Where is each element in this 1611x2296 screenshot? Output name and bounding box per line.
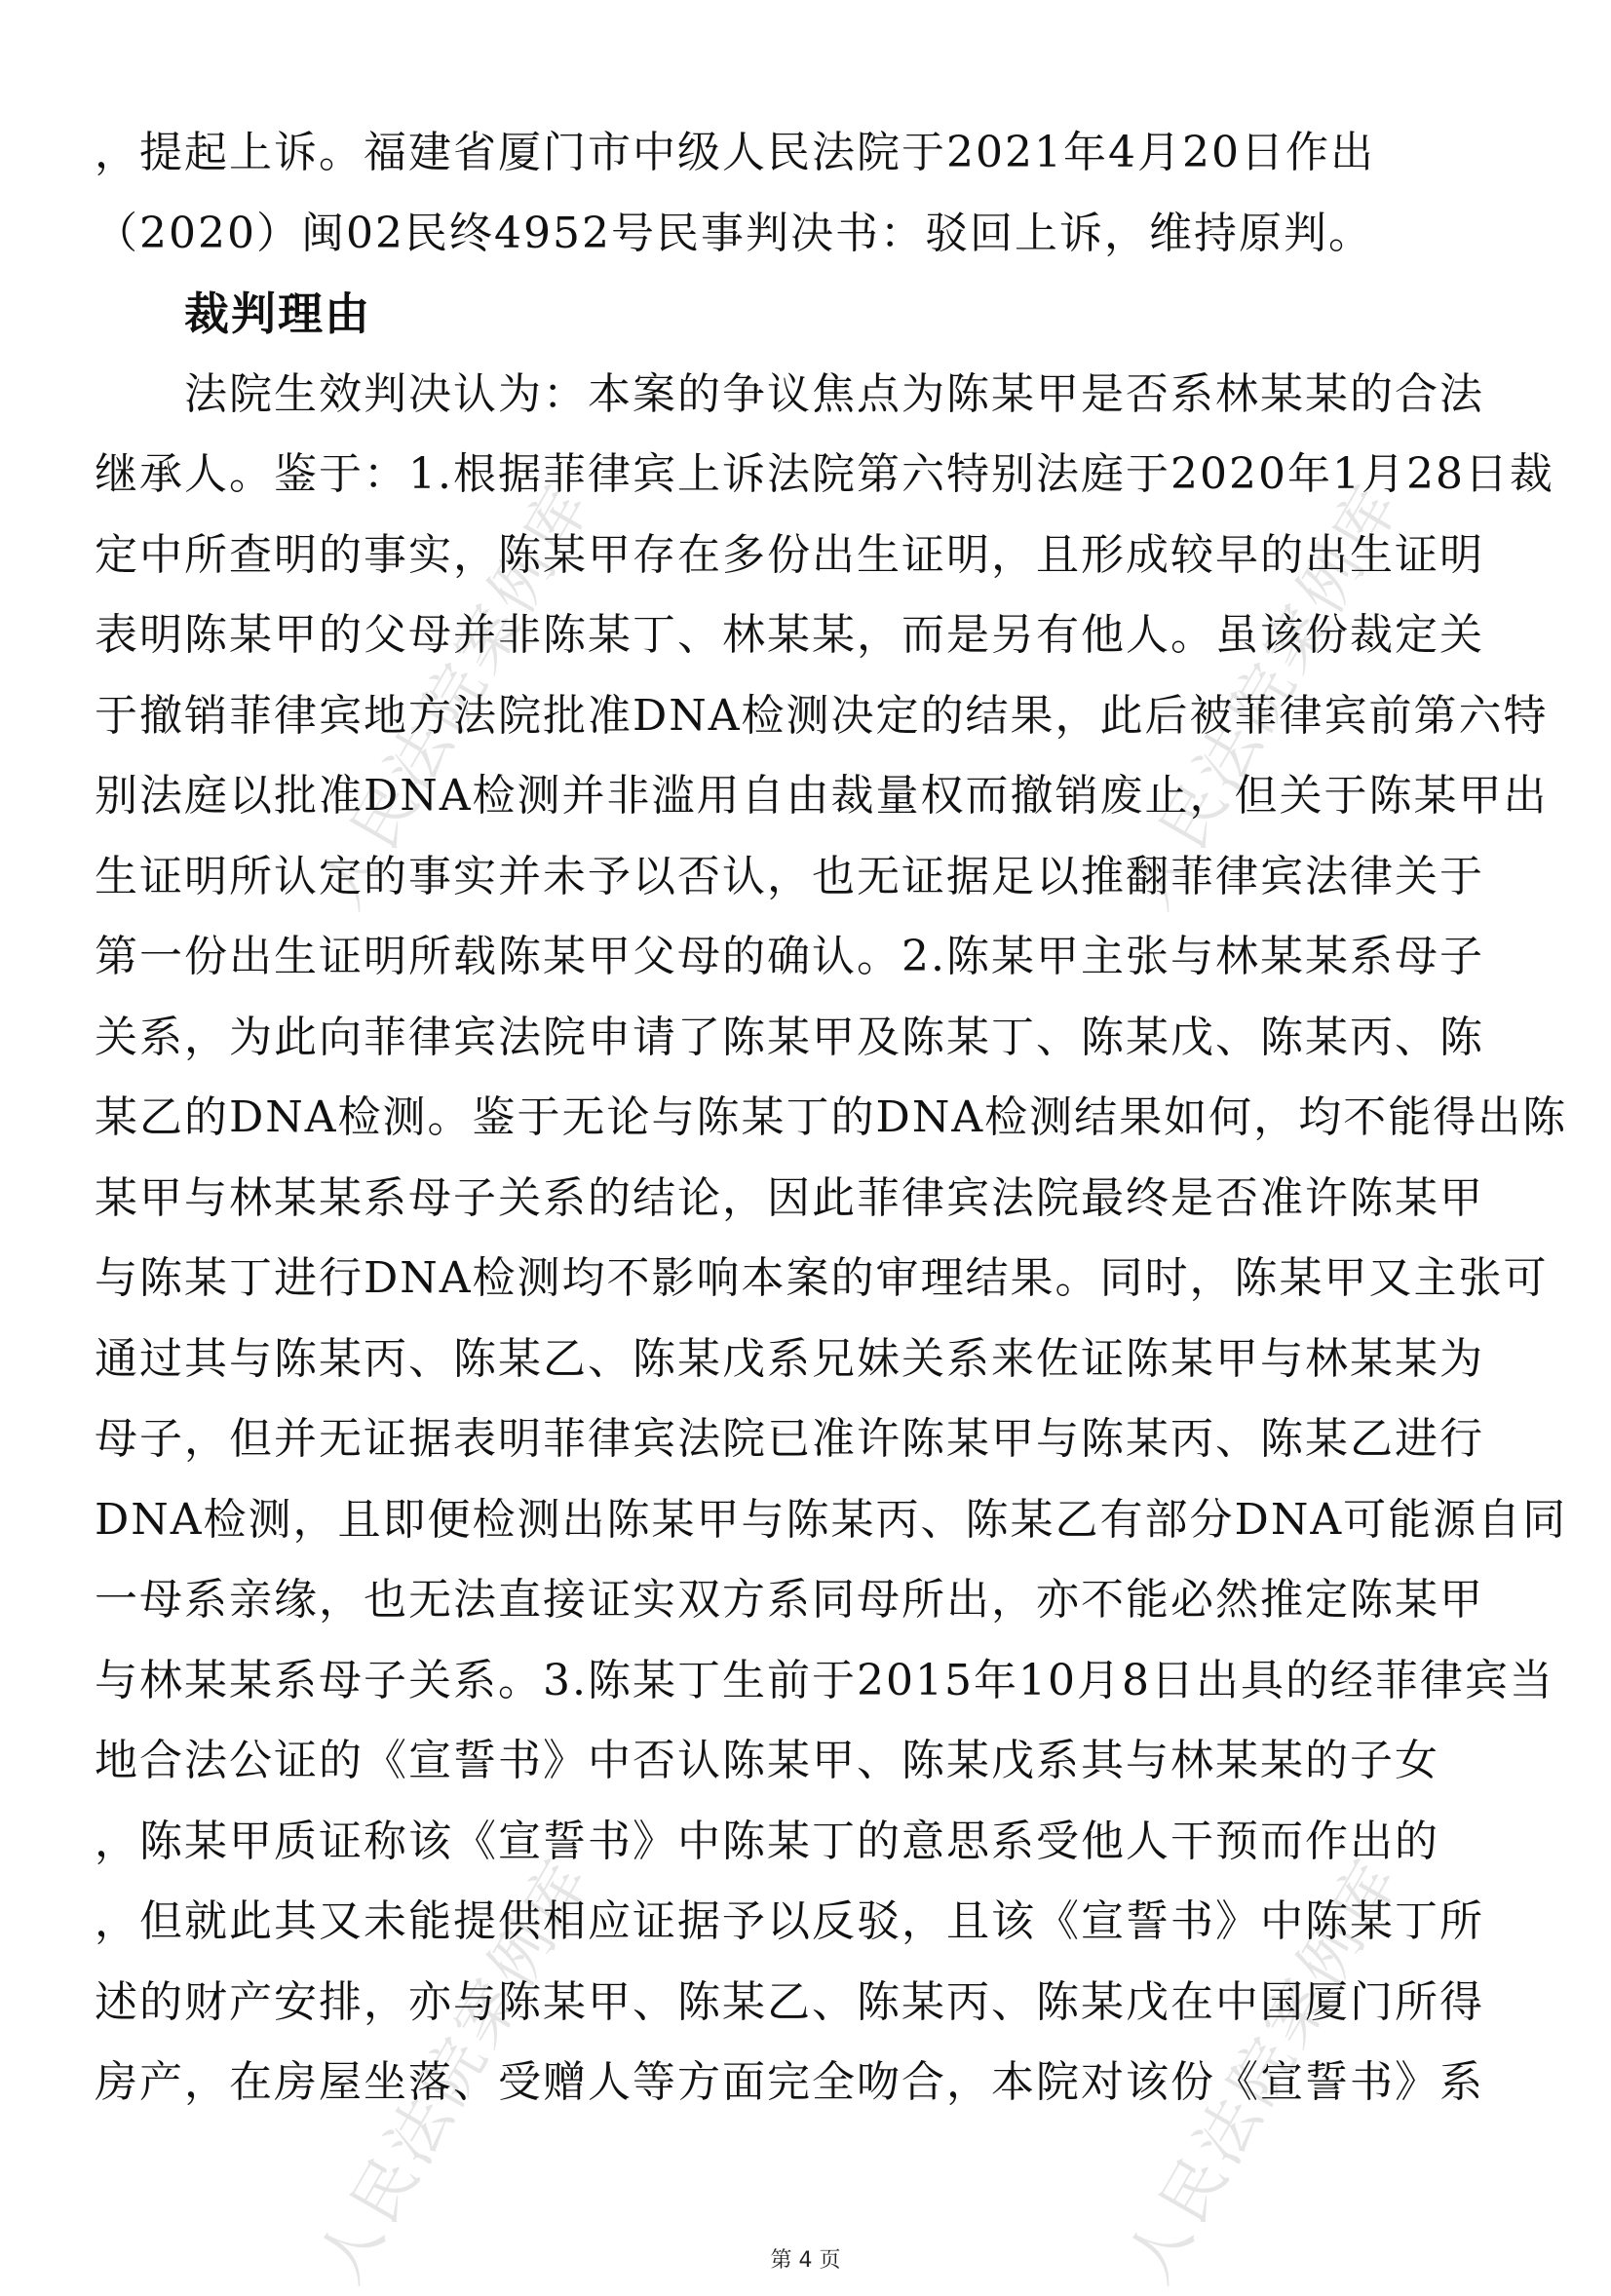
text-line: 与林某某系母子关系。3.陈某丁生前于2015年10月8日出具的经菲律宾当 [95, 1655, 1554, 1705]
text-line: ，但就此其又未能提供相应证据予以反驳，且该《宣誓书》中陈某丁所 [95, 1896, 1484, 1946]
text-line: 定中所查明的事实，陈某甲存在多份出生证明，且形成较早的出生证明 [95, 529, 1484, 580]
text-line: 关系，为此向菲律宾法院申请了陈某甲及陈某丁、陈某戊、陈某丙、陈 [95, 1012, 1484, 1062]
section-heading: 裁判理由 [184, 287, 371, 340]
text-line: 继承人。鉴于：1.根据菲律宾上诉法院第六特别法庭于2020年1月28日裁 [95, 449, 1554, 499]
text-line: 表明陈某甲的父母并非陈某丁、林某某，而是另有他人。虽该份裁定关 [95, 610, 1484, 660]
document-body [95, 113, 1568, 2124]
text-line: 第一份出生证明所载陈某甲父母的确认。2.陈某甲主张与林某某系母子 [95, 932, 1484, 981]
text-line: ，提起上诉。福建省厦门市中级人民法院于2021年4月20日作出 [95, 128, 1375, 177]
text-line: 地合法公证的《宣誓书》中否认陈某甲、陈某戊系其与林某某的子女 [95, 1736, 1439, 1785]
text-line: 通过其与陈某丙、陈某乙、陈某戊系兄妹关系来佐证陈某甲与林某某为 [95, 1333, 1484, 1384]
text-line: 母子，但并无证据表明菲律宾法院已准许陈某甲与陈某丙、陈某乙进行 [95, 1414, 1484, 1464]
text-line: 房产，在房屋坐落、受赠人等方面完全吻合，本院对该份《宣誓书》系 [95, 2057, 1484, 2107]
text-line: 法院生效判决认为：本案的争议焦点为陈某甲是否系林某某的合法 [184, 368, 1484, 419]
text-line: 与陈某丁进行DNA检测均不影响本案的审理结果。同时，陈某甲又主张可 [95, 1253, 1549, 1303]
text-line: DNA检测，且即便检测出陈某甲与陈某丙、陈某乙有部分DNA可能源自同 [95, 1494, 1568, 1545]
text-line: 某甲与林某某系母子关系的结论，因此菲律宾法院最终是否准许陈某甲 [95, 1172, 1484, 1223]
text-line: 述的财产安排，亦与陈某甲、陈某乙、陈某丙、陈某戊在中国厦门所得 [95, 1976, 1484, 2027]
text-line: ，陈某甲质证称该《宣誓书》中陈某丁的意思系受他人干预而作出的 [95, 1816, 1439, 1866]
text-line: 一母系亲缘，也无法直接证实双方系同母所出，亦不能必然推定陈某甲 [95, 1575, 1484, 1625]
text-line: 于撤销菲律宾地方法院批准DNA检测决定的结果，此后被菲律宾前第六特 [95, 690, 1549, 741]
page-number: 第 4 页 [770, 2248, 841, 2273]
watermark-4: 人民法院案例库 [1113, 1845, 1416, 2295]
text-line: 别法庭以批准DNA检测并非滥用自由裁量权而撤销废止，但关于陈某甲出 [95, 771, 1549, 821]
text-line: 生证明所认定的事实并未予以否认，也无证据足以推翻菲律宾法律关于 [95, 851, 1484, 901]
text-line: （2020）闽02民终4952号民事判决书：驳回上诉，维持原判。 [95, 208, 1373, 258]
watermark-1: 人民法院案例库 [304, 471, 607, 921]
text-line: 某乙的DNA检测。鉴于无论与陈某丁的DNA检测结果如何，均不能得出陈 [95, 1092, 1568, 1142]
watermark-2: 人民法院案例库 [1113, 471, 1416, 921]
watermark-3: 人民法院案例库 [304, 1845, 607, 2295]
